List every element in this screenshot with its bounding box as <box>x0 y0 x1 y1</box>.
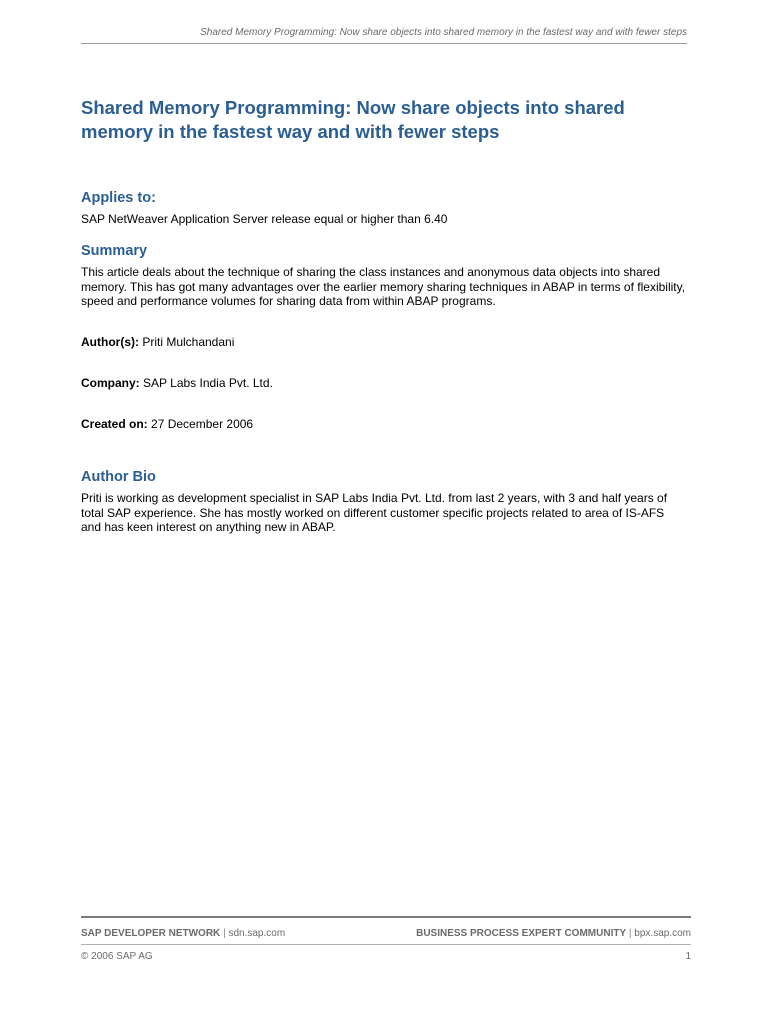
footer-right <box>416 928 691 939</box>
footer-left <box>81 928 285 939</box>
applies-to-text: SAP NetWeaver Application Server release equal or higher than 6.40 <box>81 212 448 226</box>
authors-value: Priti Mulchandani <box>142 335 235 349</box>
summary-heading: Summary <box>81 243 148 259</box>
company-value: SAP Labs India Pvt. Ltd. <box>143 376 273 390</box>
document-title: Shared Memory Programming: Now share objects into shared memory in the fastest way and with fewer steps <box>81 97 625 142</box>
footer-divider <box>81 916 691 918</box>
company-line <box>81 376 273 391</box>
sdn-link[interactable]: sdn.sap.com <box>228 928 286 939</box>
sdn-brand: SAP DEVELOPER NETWORK <box>81 928 221 939</box>
page-number: 1 <box>685 951 691 962</box>
footer-bottom-divider <box>81 944 691 945</box>
author-bio-text: Priti is working as development specialist in SAP Labs India Pvt. Ltd. from last 2 years, with 3 and half years of total SAP experience. She has mostly worked on different customer specific projects related to area of IS-AFS and has keen interest on anything new in ABAP. <box>81 491 668 534</box>
created-on-value: 27 December 2006 <box>151 417 254 431</box>
created-on-line <box>81 417 253 432</box>
running-header: Shared Memory Programming: Now share objects into shared memory in the fastest way and with fewer steps <box>200 27 687 38</box>
company-label: Company: <box>81 376 140 390</box>
summary-text: This article deals about the technique of sharing the class instances and anonymous data objects into shared memory. This has got many advantages over the earlier memory sharing techniques in ABAP in terms of flexibility, speed and performance volumes for sharing data from within ABAP programs. <box>81 265 686 308</box>
applies-to-heading: Applies to: <box>81 190 156 206</box>
footer-separator: | <box>628 928 632 939</box>
author-bio-heading: Author Bio <box>81 469 156 485</box>
header-divider <box>81 43 687 44</box>
copyright: © 2006 SAP AG <box>81 951 153 962</box>
authors-line <box>81 335 234 350</box>
footer-separator: | <box>223 928 226 939</box>
bpx-link[interactable]: bpx.sap.com <box>634 928 691 939</box>
bpx-brand: BUSINESS PROCESS EXPERT COMMUNITY <box>416 928 627 939</box>
authors-label: Author(s): <box>81 335 139 349</box>
created-on-label: Created on: <box>81 417 148 431</box>
